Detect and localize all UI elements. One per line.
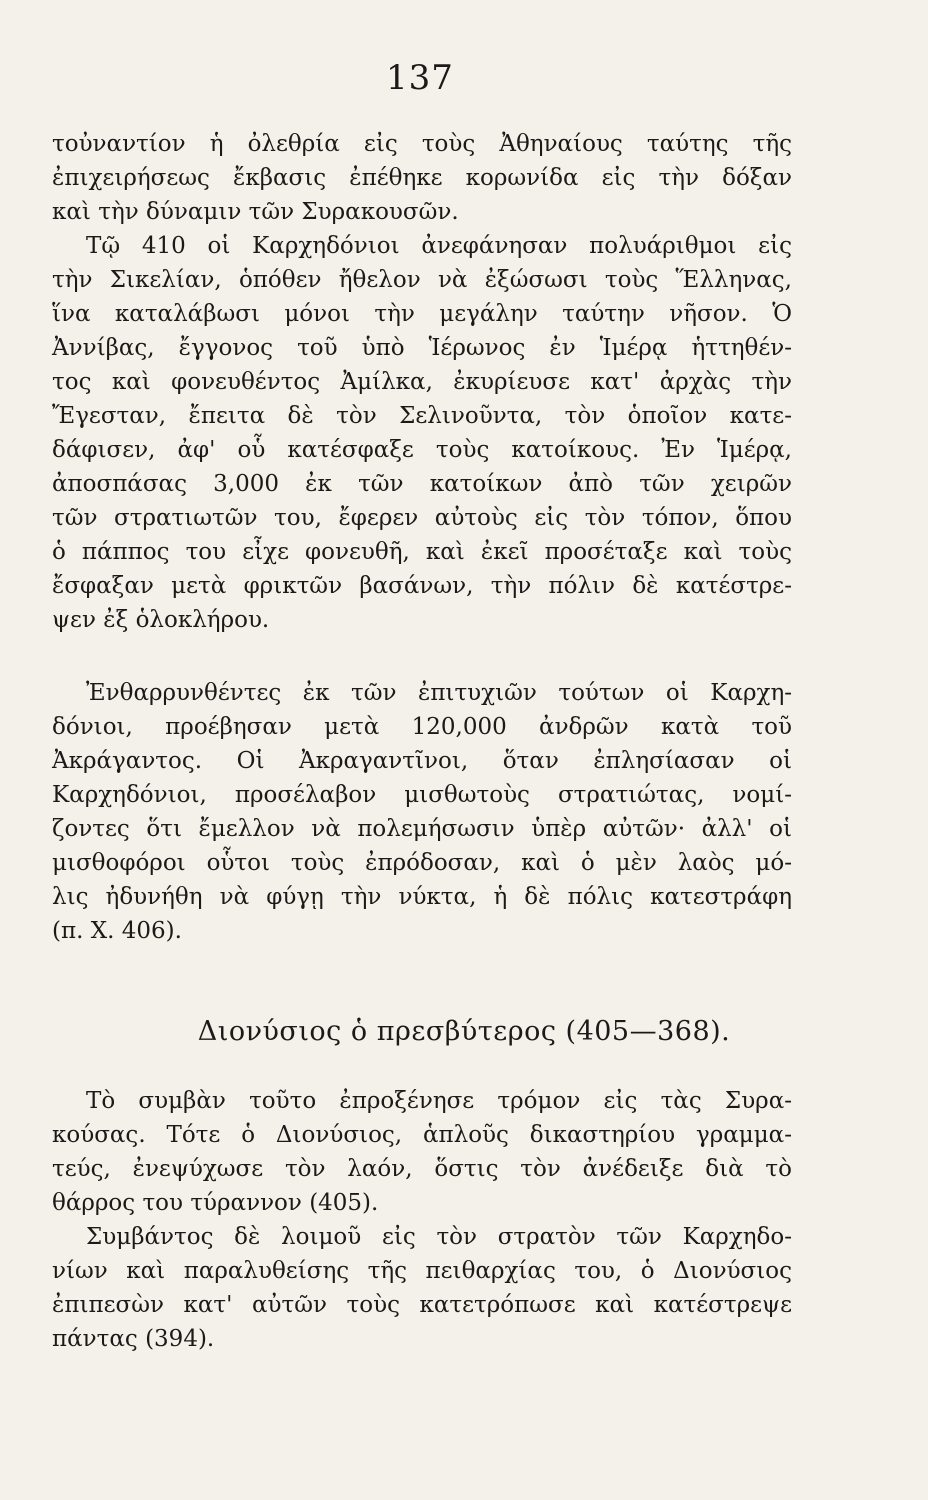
text-line: ἐπιχειρήσεως ἔκβασις ἐπέθηκε κορωνίδα εἰς τὴν δόξαν [52, 165, 792, 191]
text-line: Τὸ συμβὰν τοῦτο ἐπροξένησε τρόμον εἰς τὰς Συρα- [86, 1088, 792, 1114]
text-line: Καρχηδόνιοι, προσέλαβον μισθωτοὺς στρατιώτας, νομί- [52, 782, 792, 808]
section-heading: Διονύσιος ὁ πρεσβύτερος (405—368). [197, 1016, 731, 1047]
text-line: ὁ πάππος του εἶχε φονευθῆ, καὶ ἐκεῖ προσέταξε καὶ τοὺς [52, 539, 792, 565]
text-line: Τῷ 410 οἱ Καρχηδόνιοι ἀνεφάνησαν πολυάριθμοι εἰς [86, 233, 792, 259]
text-line: Ἀννίβας, ἔγγονος τοῦ ὑπὸ Ἱέρωνος ἐν Ἱμέρᾳ ἡττηθέν- [52, 335, 792, 361]
text-line: δάφισεν, ἀφ' οὗ κατέσφαξε τοὺς κατοίκους. Ἐν Ἱμέρᾳ, [52, 437, 792, 463]
text-line: νίων καὶ παραλυθείσης τῆς πειθαρχίας του, ὁ Διονύσιος [52, 1258, 792, 1284]
text-line: ἔσφαξαν μετὰ φρικτῶν βασάνων, τὴν πόλιν δὲ κατέστρε- [52, 573, 792, 599]
text-line: τὴν Σικελίαν, ὁπόθεν ἤθελον νὰ ἐξώσωσι τοὺς Ἕλληνας, [52, 267, 792, 293]
text-line: ζοντες ὅτι ἔμελλον νὰ πολεμήσωσιν ὑπὲρ αὐτῶν· ἀλλ' οἱ [52, 816, 792, 842]
paragraph-group-2 [52, 676, 792, 948]
paragraph-group-3 [52, 1084, 792, 1356]
text-line: Συμβάντος δὲ λοιμοῦ εἰς τὸν στρατὸν τῶν Καρχηδο- [86, 1224, 792, 1250]
text-line: (π. Χ. 406). [52, 918, 182, 944]
text-line: ψεν ἐξ ὁλοκλήρου. [52, 607, 270, 633]
text-line: κούσας. Τότε ὁ Διονύσιος, ἁπλοῦς δικαστηρίου γραμμα- [52, 1122, 792, 1148]
text-line: λις ἠδυνήθη νὰ φύγῃ τὴν νύκτα, ἡ δὲ πόλις κατεστράφη [52, 884, 792, 910]
text-line: Ἔγεσταν, ἔπειτα δὲ τὸν Σελινοῦντα, τὸν ὁποῖον κατε- [52, 403, 792, 429]
paragraph-group-1 [52, 127, 792, 637]
text-line: δόνιοι, προέβησαν μετὰ 120,000 ἀνδρῶν κατὰ τοῦ [52, 714, 792, 740]
text-line: τῶν στρατιωτῶν του, ἔφερεν αὐτοὺς εἰς τὸν τόπον, ὅπου [52, 505, 792, 531]
text-line: καὶ τὴν δύναμιν τῶν Συρακουσῶν. [52, 199, 459, 225]
text-line: τεύς, ἐνεψύχωσε τὸν λαόν, ὅστις τὸν ἀνέδειξε διὰ τὸ [52, 1156, 792, 1182]
text-line: τος καὶ φονευθέντος Ἀμίλκα, ἐκυρίευσε κατ' ἀρχὰς τὴν [52, 369, 792, 395]
page-number: 137 [386, 58, 454, 98]
text-line: μισθοφόροι οὗτοι τοὺς ἐπρόδοσαν, καὶ ὁ μὲν λαὸς μό- [52, 850, 792, 876]
text-line: Ἀκράγαντος. Οἱ Ἀκραγαντῖνοι, ὅταν ἐπλησίασαν οἱ [52, 748, 792, 774]
text-line: τοὐναντίον ἡ ὀλεθρία εἰς τοὺς Ἀθηναίους ταύτης τῆς [52, 131, 792, 157]
text-line: ἵνα καταλάβωσι μόνοι τὴν μεγάλην ταύτην νῆσον. Ὁ [52, 301, 792, 327]
text-line: θάρρος του τύραννον (405). [52, 1190, 379, 1216]
text-line: ἐπιπεσὼν κατ' αὐτῶν τοὺς κατετρόπωσε καὶ κατέστρεψε [52, 1292, 792, 1318]
text-line: ἀποσπάσας 3,000 ἐκ τῶν κατοίκων ἀπὸ τῶν χειρῶν [52, 471, 792, 497]
text-line: Ἐνθαρρυνθέντες ἐκ τῶν ἐπιτυχιῶν τούτων οἱ Καρχη- [86, 680, 792, 706]
text-line: πάντας (394). [52, 1326, 215, 1352]
